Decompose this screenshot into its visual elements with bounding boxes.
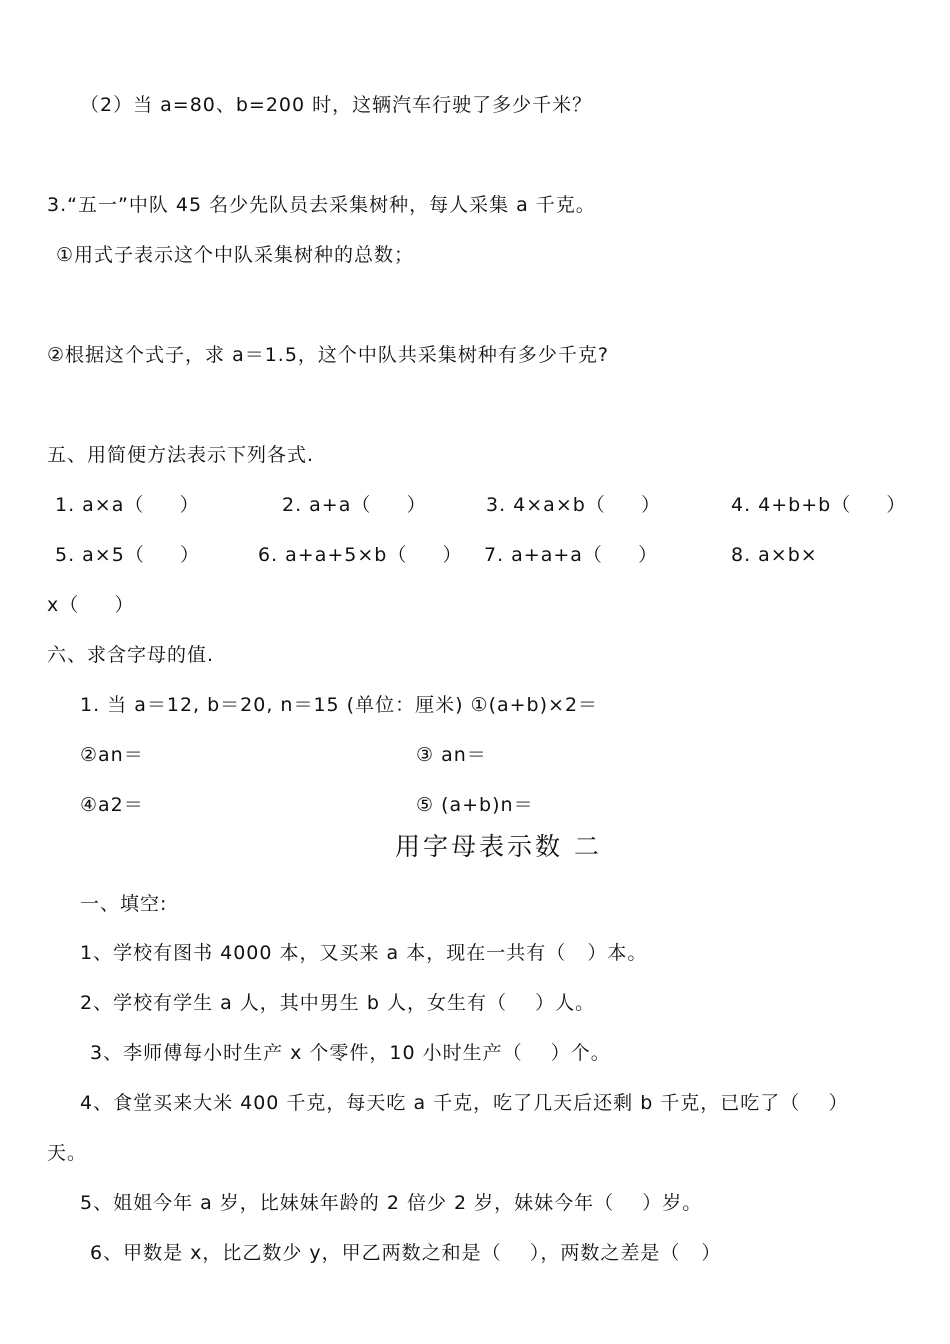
exercise-7: 7. a+a+a（ ） bbox=[484, 544, 659, 566]
exercise-8: 8. a×b× bbox=[731, 544, 818, 566]
exercise-8-continued: x（ ） bbox=[47, 594, 135, 616]
fill-in-heading: 一、填空: bbox=[80, 893, 168, 915]
exercise-3: 3. 4×a×b（ ） bbox=[486, 494, 661, 516]
evaluate-item-5: ⑤ (a+b)n＝ bbox=[416, 794, 534, 816]
question-3-part-1: ①用式子表示这个中队采集树种的总数； bbox=[56, 244, 415, 266]
fill-question-4: 4、食堂买来大米 400 千克，每天吃 a 千克，吃了几天后还剩 b 千克，已吃了（ ） bbox=[80, 1092, 849, 1114]
exercise-2: 2. a+a（ ） bbox=[282, 494, 427, 516]
exercise-4: 4. 4+b+b（ ） bbox=[731, 494, 907, 516]
exercise-5: 5. a×5（ ） bbox=[55, 544, 201, 566]
evaluate-item-4: ④a2＝ bbox=[80, 794, 144, 816]
fill-question-1: 1、学校有图书 4000 本，又买来 a 本，现在一共有（ ）本。 bbox=[80, 942, 648, 964]
section-title: 用字母表示数 二 bbox=[395, 832, 602, 861]
evaluate-item-2: ②an＝ bbox=[80, 744, 144, 766]
section-5-heading: 五、用简便方法表示下列各式. bbox=[47, 444, 315, 466]
fill-question-4-continued: 天。 bbox=[47, 1142, 88, 1164]
question-3: 3.“五一”中队 45 名少先队员去采集树种，每人采集 a 千克。 bbox=[47, 194, 596, 216]
fill-question-2: 2、学校有学生 a 人，其中男生 b 人，女生有（ ）人。 bbox=[80, 992, 596, 1014]
question-3-part-2: ②根据这个式子，求 a＝1.5，这个中队共采集树种有多少千克? bbox=[47, 344, 610, 366]
fill-question-3: 3、李师傅每小时生产 x 个零件，10 小时生产（ ）个。 bbox=[90, 1042, 611, 1064]
question-2-part-2: （2）当 a=80、b=200 时，这辆汽车行驶了多少千米？ bbox=[80, 94, 593, 116]
exercise-1: 1. a×a（ ） bbox=[55, 494, 200, 516]
section-6-heading: 六、求含字母的值. bbox=[47, 644, 215, 666]
exercise-6: 6. a+a+5×b（ ） bbox=[258, 544, 463, 566]
evaluate-item-3: ③ an＝ bbox=[416, 744, 487, 766]
fill-question-5: 5、姐姐今年 a 岁，比妹妹年龄的 2 倍少 2 岁，妹妹今年（ ）岁。 bbox=[80, 1192, 703, 1214]
fill-question-6: 6、甲数是 x，比乙数少 y，甲乙两数之和是（ ），两数之差是（ ） bbox=[90, 1242, 722, 1264]
evaluate-question-1: 1. 当 a＝12, b＝20, n＝15 (单位：厘米) ①(a+b)×2＝ bbox=[80, 694, 599, 716]
